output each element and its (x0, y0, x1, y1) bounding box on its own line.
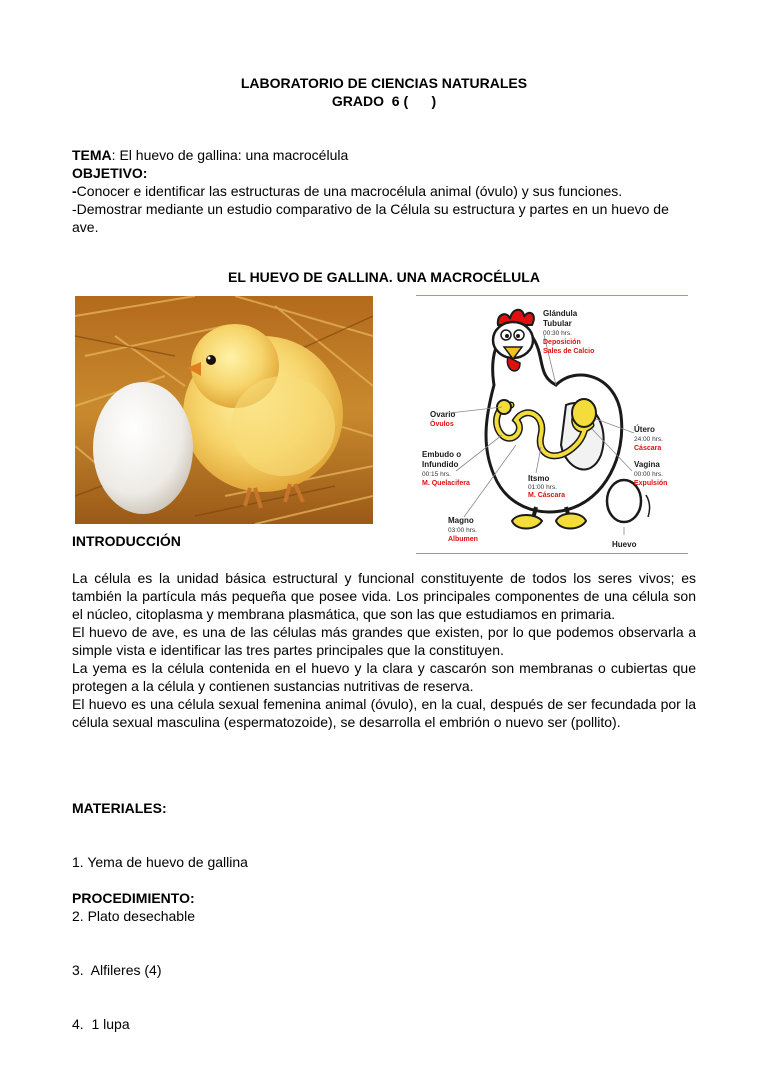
label-itsmo-time: 01:00 hrs. (528, 484, 557, 491)
label-glandula: Glándula (543, 309, 578, 318)
label-embudo-time: 00:15 hrs. (422, 471, 451, 478)
section-title: EL HUEVO DE GALLINA. UNA MACROCÉLULA (228, 269, 540, 285)
label-cascara: Cáscara (634, 445, 662, 452)
objetivo-label: OBJETIVO: (72, 165, 148, 181)
label-ovario: Ovario (430, 410, 456, 419)
label-embudo: Embudo o (422, 450, 462, 459)
label-ovulos: Óvulos (430, 421, 454, 428)
materiales-item: 4. 1 lupa (72, 1016, 130, 1032)
materiales-item: 2. Plato desechable (72, 908, 195, 924)
header-title: LABORATORIO DE CIENCIAS NATURALES (240, 75, 528, 91)
tema-label: TEMA (72, 147, 112, 163)
label-vagina: Vagina (634, 460, 660, 469)
tema-line (72, 146, 696, 164)
objetivo-item-2: -Demostrar mediante un estudio comparativo de la Célula su estructura y partes en un huevo de ave. (72, 201, 669, 235)
label-utero: Útero (634, 425, 655, 434)
materiales-title: MATERIALES: (72, 800, 167, 816)
chick-egg-illustration (75, 296, 373, 524)
label-magno-time: 03:00 hrs. (448, 527, 477, 534)
intro-paragraph-4: El huevo es una célula sexual femenina animal (óvulo), en la cual, después de ser fecundada por la célula sexual masculina (espermatozoide), se desarrolla el embrión o nuevo ser (pollito). (72, 696, 696, 730)
header-grade: GRADO 6 ( ) (331, 93, 437, 109)
label-quelacifera: M. Quelacifera (422, 480, 470, 487)
label-magno: Magno (448, 516, 474, 525)
objetivo-item-1 (72, 182, 696, 200)
diagram-bottom-rule (416, 553, 688, 554)
label-itsmo-red: M. Cáscara (528, 492, 565, 499)
materiales-item: 3. Alfileres (4) (72, 962, 162, 978)
diagram-top-rule (416, 295, 688, 296)
materiales-item: 1. Yema de huevo de gallina (72, 854, 248, 870)
intro-paragraph-1: La célula es la unidad básica estructural y funcional constituyente de todos los seres vivos; es también la partícula más pequeña que posee vida. Los principales componentes de una célula son el núcleo, citoplasma y membrana plasmática, que son las que estudiamos en primaria. (72, 570, 696, 622)
label-albumen: Albumen (448, 536, 478, 543)
intro-title: INTRODUCCIÓN (72, 533, 181, 549)
label-tubular: Tubular (543, 319, 572, 328)
label-utero-time: 24:00 hrs. (634, 436, 663, 443)
intro-paragraph-3: La yema es la célula contenida en el huevo y la clara y cascarón son membranas o cubiertas que protegen a la célula y contienen sustancias nutritivas de reserva. (72, 660, 696, 694)
hen-reproductive-diagram (416, 295, 688, 555)
label-glandula-time: 00:30 hrs. (543, 330, 572, 337)
label-huevo: Huevo (612, 540, 637, 549)
hen-diagram-svg (416, 295, 688, 555)
label-infundido: Infundido (422, 460, 459, 469)
intro-body (72, 569, 696, 731)
label-expulsion: Expulsión (634, 480, 668, 487)
label-sales-calcio: Sales de Calcio (543, 348, 595, 355)
label-deposicion: Deposición (543, 339, 581, 346)
objetivo-item-1-dash: - (72, 183, 77, 199)
procedimiento-title: PROCEDIMIENTO: (72, 890, 195, 906)
chick-egg-photo (75, 296, 373, 524)
tema-text: : El huevo de gallina: una macrocélula (111, 147, 349, 163)
label-vagina-time: 00:00 hrs. (634, 471, 663, 478)
materiales-list (72, 817, 696, 1069)
label-itsmo: Itsmo (528, 474, 550, 483)
intro-paragraph-2: El huevo de ave, es una de las células más grandes que existen, por lo que podemos observarla a simple vista e identificar las tres partes principales que la constituyen. (72, 624, 696, 658)
objetivo-item-1-text: Conocer e identificar las estructuras de una macrocélula animal (óvulo) y sus funciones. (76, 183, 623, 199)
